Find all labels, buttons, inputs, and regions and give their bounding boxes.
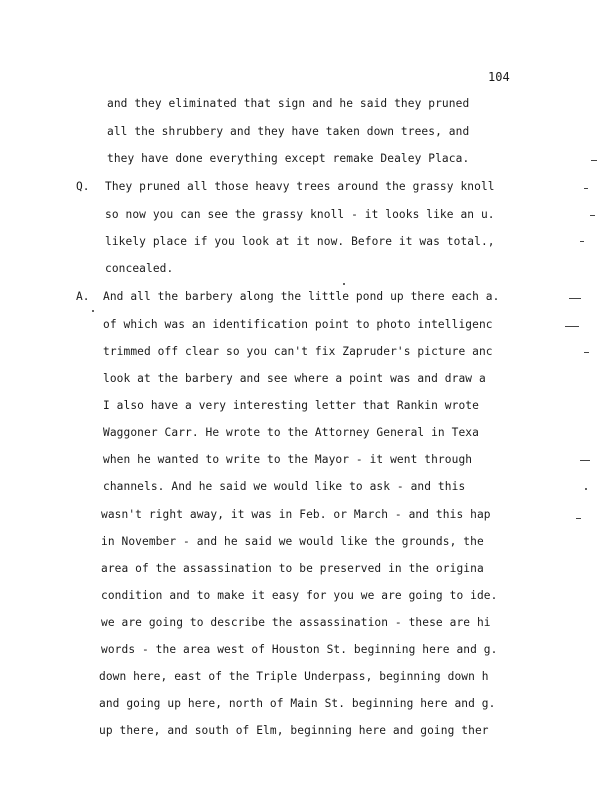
text-line: of which was an identification point to photo intelligenc [103,318,493,331]
text-line: I also have a very interesting letter that Rankin wrote [103,399,479,412]
margin-mark [580,460,590,461]
text-line: Waggoner Carr. He wrote to the Attorney General in Texa [103,426,479,439]
margin-mark [590,215,595,216]
text-line: look at the barbery and see where a point was and draw a [103,372,486,385]
text-line: concealed. [105,262,174,275]
scan-speck [585,488,587,490]
text-line: we are going to describe the assassination - these are hi [101,616,491,629]
text-line: likely place if you look at it now. Before it was total., [105,235,495,248]
text-line: words - the area west of Houston St. beginning here and g. [101,643,498,656]
text-line: And all the barbery along the little pond up there each a. [103,290,500,303]
text-line: trimmed off clear so you can't fix Zapruder's picture anc [103,345,493,358]
margin-mark [580,241,584,242]
text-line: in November - and he said we would like the grounds, the [101,535,484,548]
scan-speck [92,310,94,312]
scan-speck [343,283,345,285]
text-line: They pruned all those heavy trees around the grassy knoll [105,180,495,193]
margin-mark [584,188,588,189]
text-line: condition and to make it easy for you we are going to ide. [101,589,498,602]
margin-mark [591,160,597,161]
text-line: they have done everything except remake Dealey Placa. [107,152,470,165]
margin-mark [576,518,581,519]
text-line: down here, east of the Triple Underpass, beginning down h [99,670,489,683]
margin-mark [565,326,579,327]
text-line: all the shrubbery and they have taken down trees, and [107,125,470,138]
text-line: when he wanted to write to the Mayor - it went through [103,453,473,466]
answer-label: A. [76,290,90,303]
text-line: wasn't right away, it was in Feb. or March - and this hap [101,508,491,521]
text-line: channels. And he said we would like to ask - and this [103,480,466,493]
text-line: up there, and south of Elm, beginning here and going ther [99,724,489,737]
margin-mark [569,298,581,299]
margin-mark [584,352,589,353]
page-number: 104 [488,70,510,84]
text-line: and they eliminated that sign and he said they pruned [107,97,470,110]
text-line: and going up here, north of Main St. beginning here and g. [99,697,496,710]
text-line: area of the assassination to be preserved in the origina [101,562,484,575]
question-label: Q. [76,180,90,193]
text-line: so now you can see the grassy knoll - it looks like an u. [105,208,495,221]
